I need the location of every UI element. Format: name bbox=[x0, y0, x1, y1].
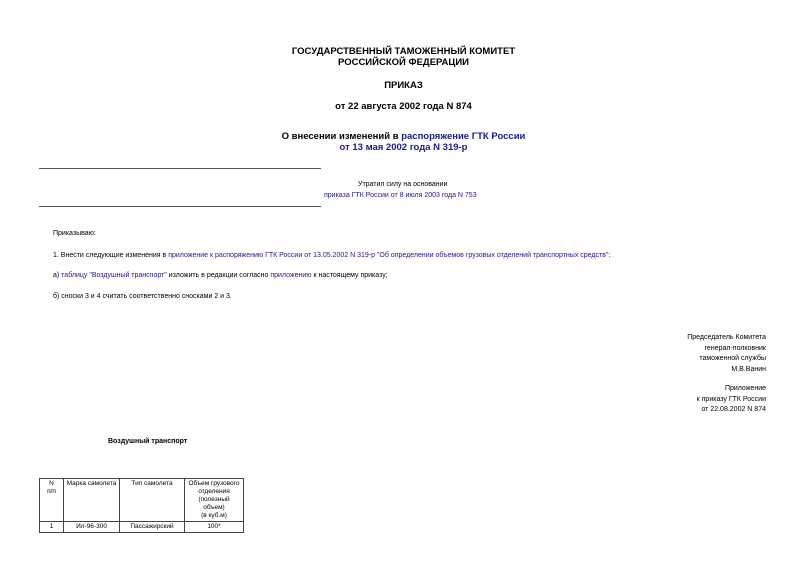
lost-force-text: Утратил силу на основании bbox=[358, 181, 448, 188]
table-title: Воздушный транспорт bbox=[108, 438, 188, 445]
appendix-line1: Приложение bbox=[724, 385, 766, 392]
document-date: от 22 августа 2002 года N 874 bbox=[335, 101, 472, 112]
header-volume-l3: (полезный объем) bbox=[198, 496, 230, 511]
org-name-line2: РОССИЙСКОЙ ФЕДЕРАЦИИ bbox=[337, 57, 469, 68]
cell-volume: 100* bbox=[185, 522, 244, 533]
item-1-prefix: 1. Внести следующие изменения в bbox=[53, 252, 169, 259]
signature-line3: таможенной службы bbox=[699, 355, 766, 362]
item-a-prefix: а) bbox=[53, 272, 62, 279]
signature-block bbox=[687, 333, 766, 375]
header-type: Тип самолета bbox=[120, 479, 185, 522]
subject-line2-link[interactable]: от 13 мая 2002 года N 319-р bbox=[339, 142, 468, 153]
signature-name: М.В.Ванин bbox=[731, 365, 766, 373]
item-1 bbox=[53, 251, 610, 260]
lost-force-link[interactable]: приказа ГТК России от 8 июля 2003 года N 753 bbox=[324, 192, 477, 199]
document-type: ПРИКАЗ bbox=[384, 80, 423, 91]
order-word: Приказываю: bbox=[53, 230, 96, 237]
appendix-line3: от 22.08.2002 N 874 bbox=[701, 406, 766, 413]
header-num bbox=[40, 479, 64, 522]
header-brand: Марка самолета bbox=[64, 479, 120, 522]
cell-num: 1 bbox=[40, 522, 64, 533]
signature-line1: Председатель Комитета bbox=[687, 334, 766, 341]
air-transport-table bbox=[39, 478, 244, 533]
org-name-line1: ГОСУДАРСТВЕННЫЙ ТАМОЖЕННЫЙ КОМИТЕТ bbox=[291, 46, 516, 57]
header-num-l1: N bbox=[49, 480, 54, 487]
item-1-link[interactable]: приложение к распоряжению ГТК России от 13.05.2002 N 319-р "Об определении объемов грузовых отделений транспортных средств" bbox=[168, 252, 609, 259]
divider-top bbox=[39, 168, 321, 169]
item-a-suffix: к настоящему приказу; bbox=[311, 272, 388, 279]
item-a-middle: изложить в редакции согласно bbox=[166, 272, 271, 279]
header-volume-l1: Объем грузового bbox=[188, 480, 240, 487]
appendix-block bbox=[697, 384, 766, 416]
item-a-appendix-link[interactable]: приложению bbox=[270, 272, 312, 279]
item-b: б) сноски 3 и 4 считать соответственно сносками 2 и 3. bbox=[53, 293, 232, 300]
item-a bbox=[53, 271, 388, 280]
header-volume bbox=[185, 479, 244, 522]
header-volume-l4: (в куб.м) bbox=[201, 512, 227, 519]
document-subject-line1 bbox=[0, 131, 807, 142]
signature-line2: генерал-полковник bbox=[704, 344, 766, 352]
subject-link[interactable]: распоряжение ГТК России bbox=[401, 131, 526, 142]
header-num-l2: п/п bbox=[47, 488, 56, 495]
item-1-suffix: : bbox=[608, 252, 611, 259]
table-row bbox=[40, 522, 244, 533]
item-a-table-link[interactable]: таблицу "Воздушный транспорт" bbox=[61, 272, 167, 279]
divider-bottom bbox=[39, 206, 321, 207]
table-header-row bbox=[40, 479, 244, 522]
cell-brand: Ил-96-300 bbox=[64, 522, 120, 533]
subject-prefix: О внесении изменений в bbox=[281, 131, 402, 142]
cell-type: Пассажирский bbox=[120, 522, 185, 533]
appendix-line2: к приказу ГТК России bbox=[696, 395, 766, 403]
header-volume-l2: отделения bbox=[198, 488, 230, 495]
